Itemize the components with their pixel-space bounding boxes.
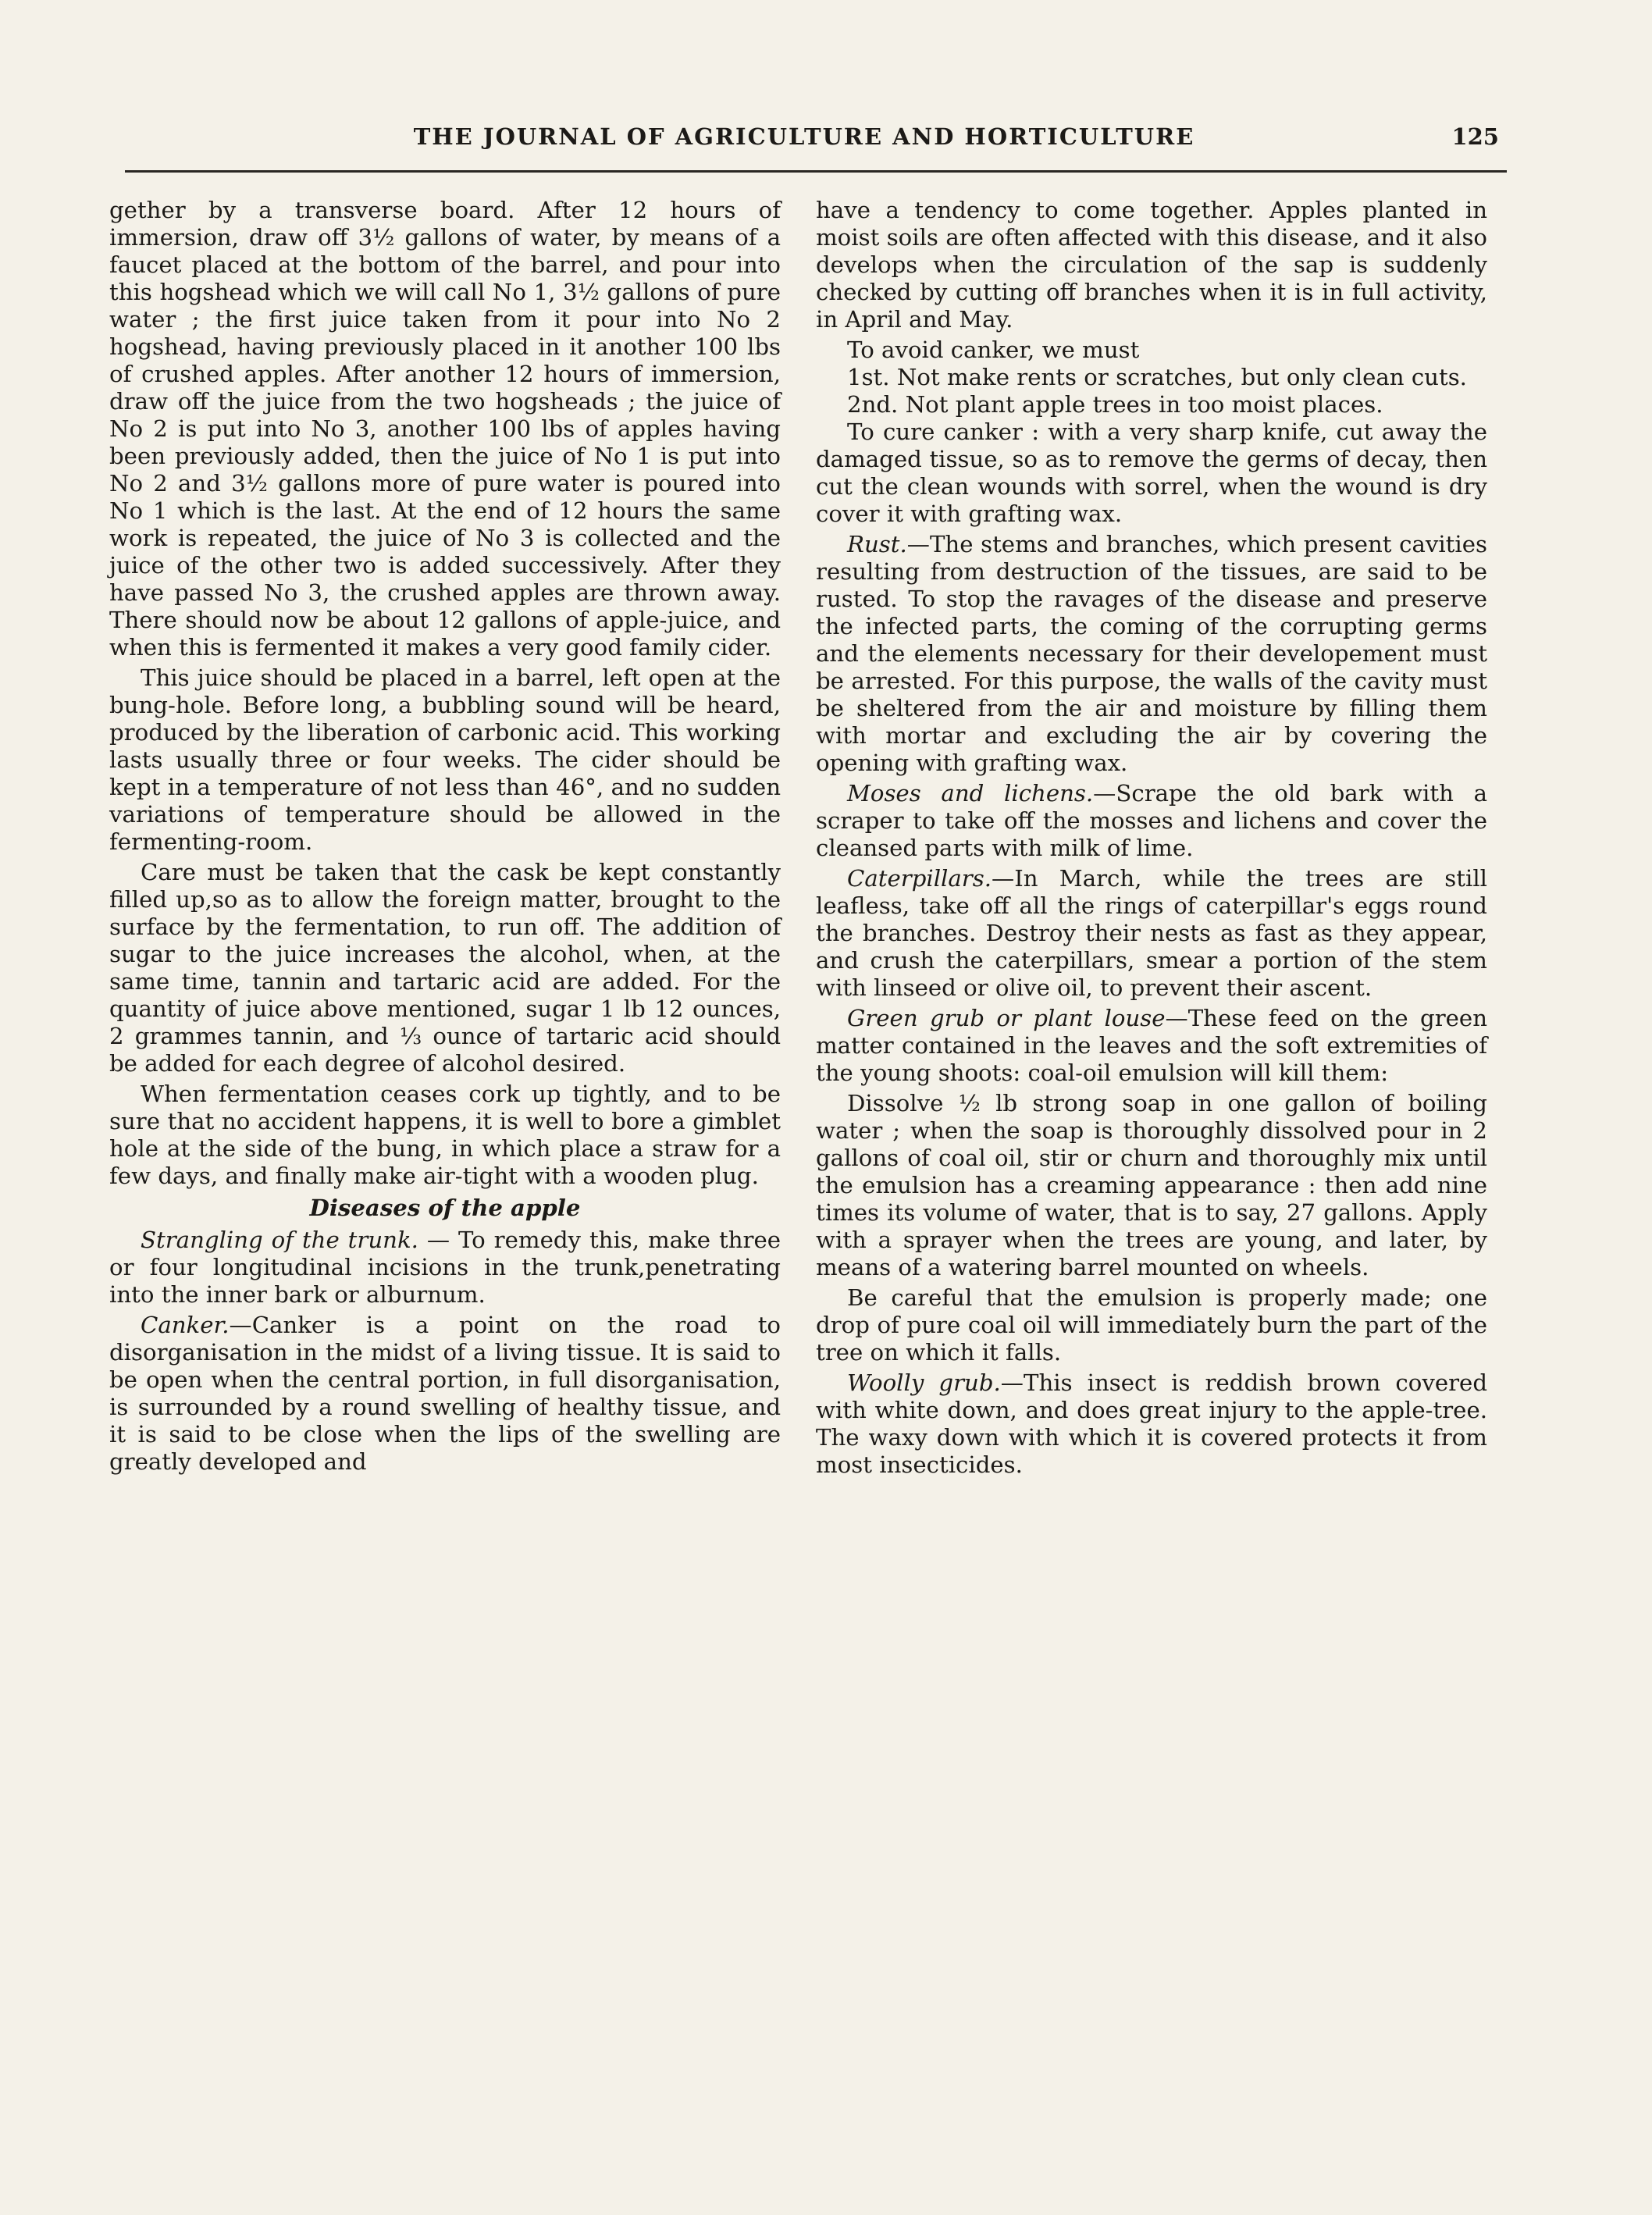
- moses-lead: Moses and lichens.: [847, 780, 1094, 807]
- paragraph-be-careful: Be careful that the emulsion is properly made; one drop of pure coal oil will immediately burn the part of the tree on which it falls.: [816, 1284, 1487, 1366]
- paragraph-rule-first: 1st. Not make rents or scratches, but only clean cuts.: [847, 364, 1467, 390]
- paragraph-canker: [109, 1312, 781, 1476]
- rust-lead: Rust.: [847, 531, 907, 557]
- caterpillars-lead: Caterpillars.: [847, 865, 992, 892]
- paragraph-strangling: [109, 1227, 781, 1309]
- left-column: [109, 197, 781, 1479]
- green-grub-lead: Green grub or plant louse: [847, 1005, 1166, 1031]
- paragraph-fermentation: This juice should be placed in a barrel, left open at the bung-hole. Before long, a bubbling sound will be heard, produced by the liberation of carbonic acid. This working lasts usually three or four weeks. The cider should be kept in a temperature of not less than 46°, and no sudden variations of temperature should be allowed in the fermenting-room.: [109, 664, 781, 855]
- green-grub-body: —These feed on the green matter contained in the leaves and the soft extremities of the young shoots: coal-oil emulsion will kill them:: [816, 1005, 1487, 1086]
- paragraph-canker-continued: have a tendency to come together. Apples planted in moist soils are often affected with this disease, and it also develops when the circulation of the sap is suddenly checked by cutting off branches when it is in full activity, in April and May.: [816, 197, 1487, 333]
- journal-title: THE JOURNAL OF AGRICULTURE AND HORTICULTURE: [413, 123, 1195, 150]
- canker-body: —Canker is a point on the road to disorganisation in the midst of a living tissue. It is said to be open when the central portion, in full disorganisation, is surrounded by a round swelling of healthy tissue, and it is said to be close when the lips of the swelling are greatly developed and: [109, 1312, 781, 1475]
- running-head: [109, 123, 1499, 162]
- header-rule: [125, 170, 1507, 173]
- strangling-lead: Strangling of the trunk.: [141, 1227, 418, 1253]
- rust-body: —The stems and branches, which present cavities resulting from destruction of the tissues, are said to be rusted. To stop the ravages of the disease and preserve the infected parts, the coming of the corrupting germs and the elements necessary for their developement must be arrested. For this purpose, the walls of the cavity must be sheltered from the air and moisture by filling them with mortar and excluding the air by covering the opening with grafting wax.: [816, 531, 1487, 776]
- paragraph-rule-second: 2nd. Not plant apple trees in too moist places.: [847, 391, 1383, 418]
- strangling-body: — To remedy this, make three or four longitudinal incisions in the trunk,penetrating into the inner bark or alburnum.: [109, 1227, 781, 1308]
- woolly-body: —This insect is reddish brown covered with white down, and does great injury to the apple-tree. The waxy down with which it is covered protects it from most insecticides.: [816, 1369, 1487, 1478]
- paragraph-cask-care: Care must be taken that the cask be kept constantly filled up,so as to allow the foreign matter, brought to the surface by the fermentation, to run off. The addition of sugar to the juice increases the alcohol, when, at the same time, tannin and tartaric acid are added. For the quantity of juice above mentioned, sugar 1 lb 12 ounces, 2 grammes tannin, and ⅓ ounce of tartaric acid should be added for each degree of alcohol desired.: [109, 859, 781, 1077]
- paragraph-dissolve-soap: Dissolve ½ lb strong soap in one gallon of boiling water ; when the soap is thoroughly dissolved pour in 2 gallons of coal oil, stir or churn and thoroughly mix until the emulsion has a creaming appearance : then add nine times its volume of water, that is to say, 27 gallons. Apply with a sprayer when the trees are young, and later, by means of a watering barrel mounted on wheels.: [816, 1090, 1487, 1280]
- paragraph-cork-up: When fermentation ceases cork up tightly, and to be sure that no accident happens, it is well to bore a gimblet hole at the side of the bung, in which place a straw for a few days, and finally make air-tight with a wooden plug.: [109, 1081, 781, 1189]
- caterpillars-body: —In March, while the trees are still leafless, take off all the rings of caterpillar's eggs round the branches. Destroy their nests as fast as they appear, and crush the caterpillars, smear a portion of the stem with linseed or olive oil, to prevent their ascent.: [816, 865, 1487, 1001]
- woolly-lead: Woolly grub.: [847, 1369, 1001, 1396]
- right-column: [816, 197, 1487, 1482]
- paragraph-caterpillars: [816, 865, 1487, 1002]
- paragraph-avoid-canker: To avoid canker, we must: [847, 337, 1140, 363]
- paragraph-rust: [816, 531, 1487, 777]
- canker-lead: Canker.: [141, 1312, 230, 1338]
- paragraph-cider-process: gether by a transverse board. After 12 hours of immersion, draw off 3½ gallons of water, by means of a faucet placed at the bottom of the barrel, and pour into this hogshead which we will call No 1, 3½ gallons of pure water ; the first juice taken from it pour into No 2 hogshead, having previously placed in it another 100 lbs of crushed apples. After another 12 hours of immersion, draw off the juice from the two hogsheads ; the juice of No 2 is put into No 3, another 100 lbs of apples having been previously added, then the juice of No 1 is put into No 2 and 3½ gallons more of pure water is poured into No 1 which is the last. At the end of 12 hours the same work is repeated, the juice of No 3 is collected and the juice of the other two is added successively. After they have passed No 3, the crushed apples are thrown away. There should now be about 12 gallons of apple-juice, and when this is fermented it makes a very good family cider.: [109, 197, 781, 661]
- paragraph-mosses-lichens: [816, 780, 1487, 862]
- section-heading-diseases: Diseases of the apple: [309, 1195, 581, 1221]
- paragraph-cure-canker: To cure canker : with a very sharp knife, cut away the damaged tissue, so as to remove the germs of decay, then cut the clean wounds with sorrel, when the wound is dry cover it with grafting wax.: [816, 418, 1487, 527]
- moses-body: —Scrape the old bark with a scraper to take off the mosses and lichens and cover the cleansed parts with milk of lime.: [816, 780, 1487, 861]
- paragraph-woolly-grub: [816, 1369, 1487, 1479]
- page-number: 125: [1451, 123, 1499, 150]
- paragraph-green-grub: [816, 1005, 1487, 1087]
